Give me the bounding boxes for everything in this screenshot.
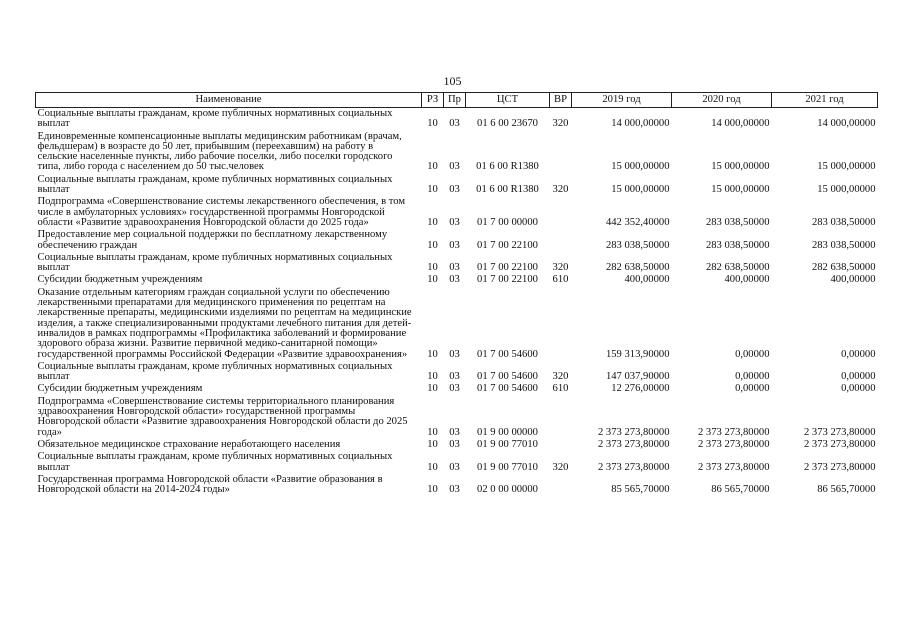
row-pr: 03 [449,484,460,496]
row-rz: 10 [427,426,438,438]
row-value-2019: 400,00000 [624,274,670,286]
budget-table [35,92,878,496]
table-row [36,439,878,451]
row-cst: 01 9 00 77010 [477,438,538,450]
row-cst: 01 6 00 R1380 [476,184,539,196]
table-row [36,451,878,474]
row-value-2021: 15 000,00000 [817,184,876,196]
row-value-2021: 0,00000 [841,383,876,395]
row-vr [550,474,572,497]
column-header-rz: РЗ [422,93,444,108]
table-row [36,229,878,252]
row-pr: 03 [449,371,460,383]
table-row [36,108,878,131]
row-value-2020: 2 373 273,80000 [697,461,770,473]
row-pr: 03 [449,348,460,360]
row-vr: 320 [552,262,569,274]
row-value-2020: 0,00000 [735,348,770,360]
row-value-2019: 442 352,40000 [605,216,670,228]
row-value-2019: 2 373 273,80000 [597,426,670,438]
row-value-2020: 0,00000 [735,371,770,383]
row-rz: 10 [427,184,438,196]
row-cst: 01 6 00 R1380 [476,161,539,173]
table-row [36,361,878,384]
row-rz: 10 [427,239,438,251]
row-pr: 03 [449,161,460,173]
row-value-2019: 159 313,90000 [605,348,670,360]
row-value-2019: 14 000,00000 [611,118,670,130]
row-value-2021: 2 373 273,80000 [803,426,876,438]
table-row [36,474,878,497]
row-value-2020: 86 565,70000 [711,484,770,496]
row-rz: 10 [427,348,438,360]
row-name: Социальные выплаты гражданам, кроме публичных нормативных социальных выплат [37,108,393,130]
row-value-2019: 282 638,50000 [605,262,670,274]
row-value-2019: 147 037,90000 [605,371,670,383]
row-pr: 03 [449,438,460,450]
row-name: Предоставление мер социальной поддержки по бесплатному лекарственному обеспечению граждан [37,229,388,251]
row-vr: 610 [552,274,569,286]
table-row [36,396,878,439]
row-pr: 03 [449,118,460,130]
row-value-2019: 12 276,00000 [611,383,670,395]
row-value-2021: 283 038,50000 [811,239,876,251]
row-value-2019: 2 373 273,80000 [597,461,670,473]
row-value-2021: 283 038,50000 [811,216,876,228]
row-pr: 03 [449,262,460,274]
row-value-2020: 282 638,50000 [705,262,770,274]
table-row [36,383,878,395]
row-vr [550,439,572,451]
row-value-2020: 0,00000 [735,383,770,395]
row-name: Подпрограмма «Совершенствование системы лекарственного обеспечения, в том числе в амбулаторных условиях» государственной программы Новгородской области «Развитие здравоохранения Новгородской области до 2025 года» [37,196,406,228]
row-value-2020: 2 373 273,80000 [697,426,770,438]
row-cst: 01 7 00 54600 [477,348,538,360]
row-pr: 03 [449,239,460,251]
row-vr [550,196,572,229]
row-name: Оказание отдельным категориям граждан социальной услуги по обеспечению лекарственными препаратами для медицинского применения по рецептам на лекарственные препараты, медицинскими изделиями по рецептам на медицинские изделия, а также специализированными продуктами лечебного питания для детей-инвалидов в рамках подпрограммы «Профилактика заболеваний и формирование здорового образа жизни. Развитие первичной медико-санитарной помощи» государственной программы Российской Федерации «Развитие здравоохранения» [37,286,412,360]
row-rz: 10 [427,438,438,450]
row-cst: 01 7 00 22100 [477,262,538,274]
row-value-2019: 85 565,70000 [611,484,670,496]
row-value-2021: 282 638,50000 [811,262,876,274]
row-value-2020: 14 000,00000 [711,118,770,130]
row-cst: 01 7 00 54600 [477,371,538,383]
table-row [36,252,878,275]
column-header-name: Наименование [36,93,422,108]
row-rz: 10 [427,484,438,496]
row-cst: 01 9 00 77010 [477,461,538,473]
row-cst: 01 7 00 22100 [477,239,538,251]
row-cst: 01 7 00 54600 [477,383,538,395]
row-vr [550,131,572,174]
row-value-2020: 283 038,50000 [705,239,770,251]
row-value-2019: 15 000,00000 [611,184,670,196]
row-cst: 01 9 00 00000 [477,426,538,438]
row-value-2021: 2 373 273,80000 [803,461,876,473]
row-value-2021: 86 565,70000 [817,484,876,496]
row-value-2020: 15 000,00000 [711,161,770,173]
row-vr: 320 [552,371,569,383]
row-value-2019: 283 038,50000 [605,239,670,251]
row-pr: 03 [449,426,460,438]
row-value-2021: 0,00000 [841,371,876,383]
table-header-row [36,93,878,108]
row-name: Социальные выплаты гражданам, кроме публичных нормативных социальных выплат [37,251,393,274]
row-value-2019: 15 000,00000 [611,161,670,173]
row-vr: 320 [552,118,569,130]
row-name: Подпрограмма «Совершенствование системы территориального планирования здравоохранения Новгородской области» государственной программы Новгородской области «Развитие здравоохранения Новгородской области до 2025 года» [37,395,408,438]
row-value-2020: 2 373 273,80000 [697,438,770,450]
row-value-2021: 15 000,00000 [817,161,876,173]
row-name: Государственная программа Новгородской области «Развитие образования в Новгородской области на 2014-2024 годы» [37,473,383,496]
row-vr: 610 [552,383,569,395]
row-value-2020: 400,00000 [724,274,770,286]
row-rz: 10 [427,118,438,130]
row-rz: 10 [427,274,438,286]
row-name: Субсидии бюджетным учреждениям [37,274,203,286]
row-vr: 320 [552,461,569,473]
row-name: Социальные выплаты гражданам, кроме публичных нормативных социальных выплат [37,173,393,196]
row-value-2021: 400,00000 [830,274,876,286]
row-pr: 03 [449,216,460,228]
table-row [36,287,878,361]
table-row [36,174,878,197]
row-value-2021: 0,00000 [841,348,876,360]
row-pr: 03 [449,184,460,196]
row-name: Единовременные компенсационные выплаты медицинским работникам (врачам, фельдшерам) в возрасте до 50 лет, прибывшим (переехавшим) на работу в сельские населенные пункты, либо рабочие поселки, либо поселки городского типа, либо города с населением до 50 тыс.человек [37,130,402,173]
row-name: Социальные выплаты гражданам, кроме публичных нормативных социальных выплат [37,451,393,473]
row-value-2020: 283 038,50000 [705,216,770,228]
row-rz: 10 [427,216,438,228]
row-rz: 10 [427,371,438,383]
row-rz: 10 [427,383,438,395]
column-header-2021: 2021 год [772,93,878,108]
column-header-2019: 2019 год [572,93,672,108]
column-header-cst: ЦСТ [466,93,550,108]
row-rz: 10 [427,461,438,473]
row-vr [550,229,572,252]
table-row [36,131,878,174]
row-name: Социальные выплаты гражданам, кроме публичных нормативных социальных выплат [37,360,393,383]
page-number: 105 [443,74,462,88]
row-cst: 01 7 00 22100 [477,274,538,286]
row-rz: 10 [427,161,438,173]
row-value-2021: 14 000,00000 [817,118,876,130]
row-pr: 03 [449,383,460,395]
row-cst: 02 0 00 00000 [477,484,538,496]
row-pr: 03 [449,274,460,286]
table-row [36,196,878,229]
row-value-2019: 2 373 273,80000 [597,438,670,450]
column-header-2020: 2020 год [672,93,772,108]
column-header-pr: Пр [444,93,466,108]
row-pr: 03 [449,461,460,473]
row-cst: 01 7 00 00000 [477,216,538,228]
row-value-2020: 15 000,00000 [711,184,770,196]
row-name: Субсидии бюджетным учреждениям [37,383,203,395]
row-value-2021: 2 373 273,80000 [803,438,876,450]
row-name: Обязательное медицинское страхование неработающего населения [37,438,341,450]
row-rz: 10 [427,262,438,274]
column-header-vr: ВР [550,93,572,108]
row-cst: 01 6 00 23670 [477,118,538,130]
table-row [36,274,878,286]
row-vr [550,287,572,361]
row-vr [550,396,572,439]
row-vr: 320 [552,184,569,196]
